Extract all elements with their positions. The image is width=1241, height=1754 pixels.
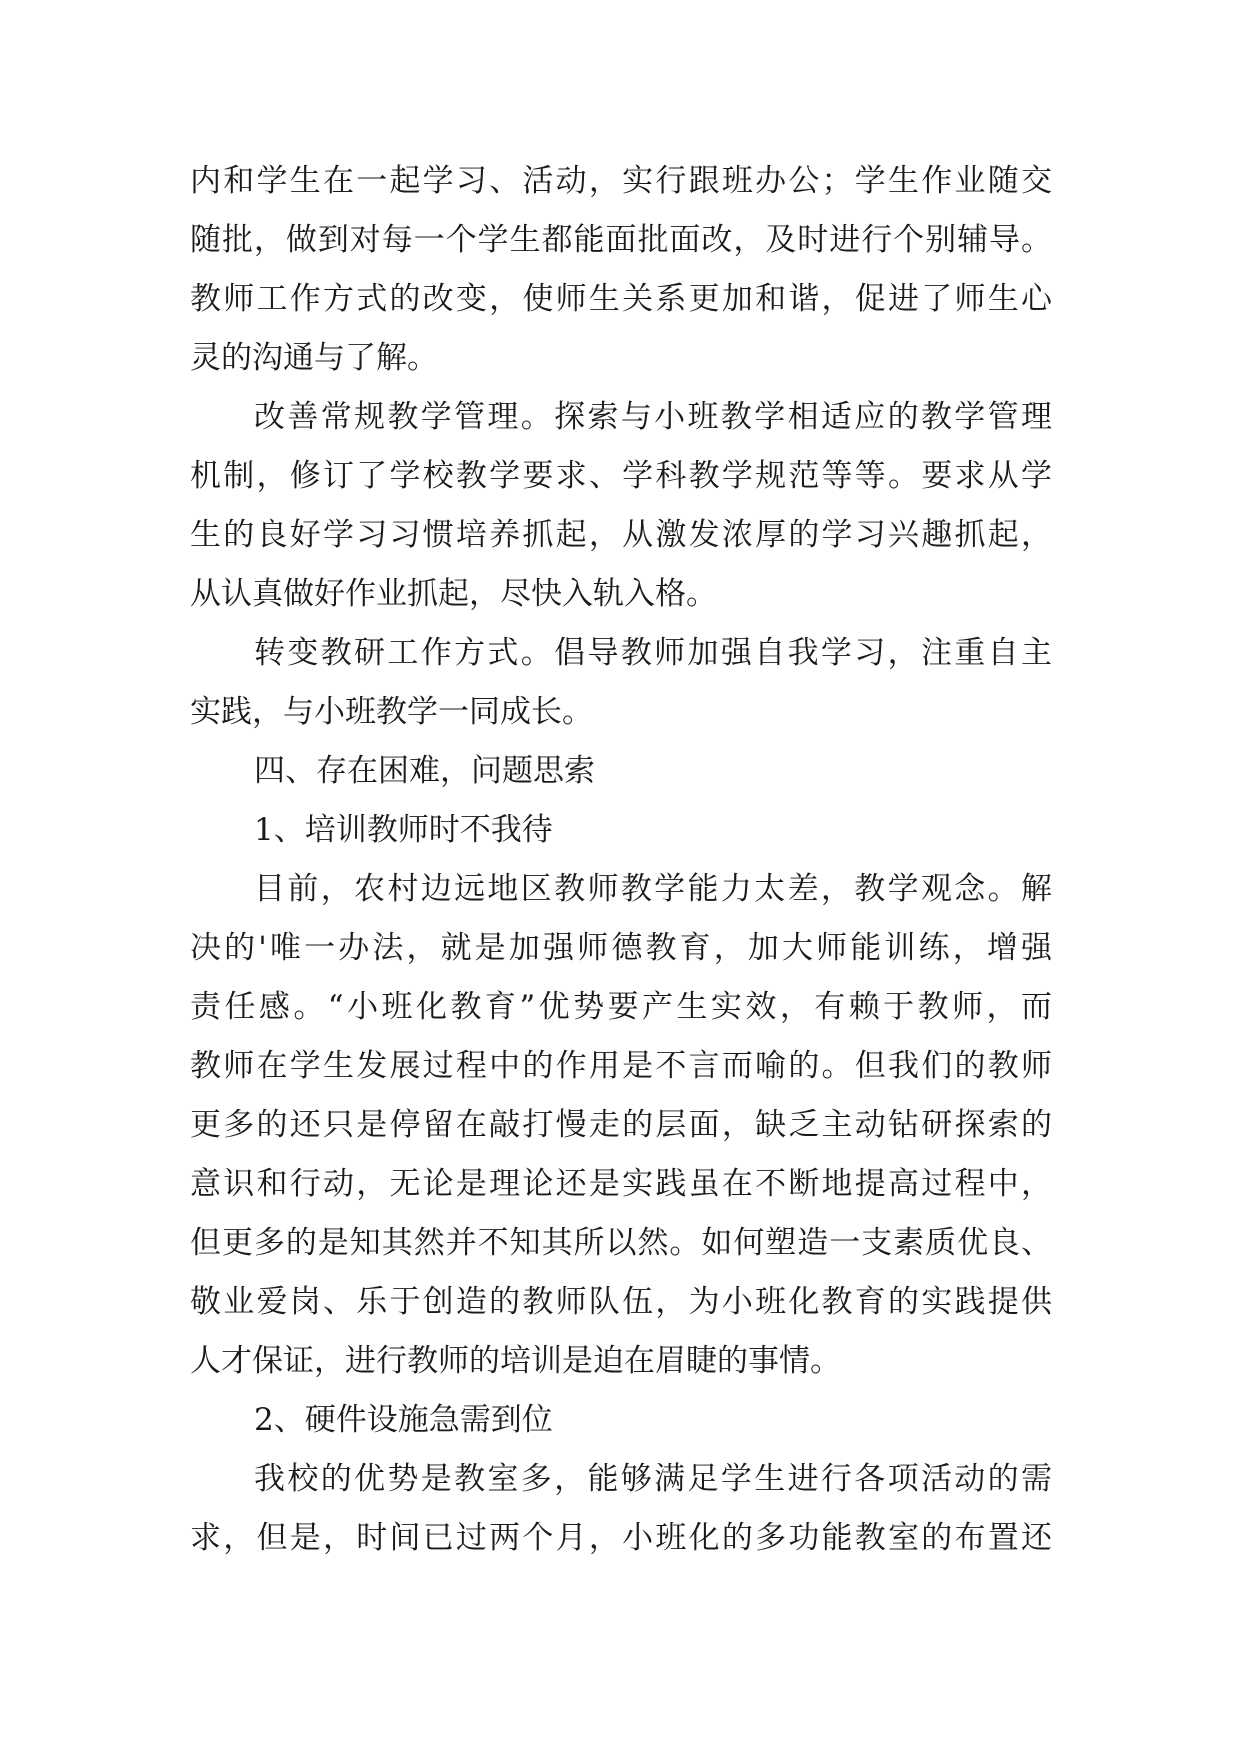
- paragraph-line: 目前，农村边远地区教师教学能力太差，教学观念。解: [254, 871, 1052, 907]
- paragraph-line: 教师工作方式的改变，使师生关系更加和谐，促进了师生心: [190, 281, 1052, 317]
- paragraph-line: 但更多的是知其然并不知其所以然。如何塑造一支素质优良、: [190, 1225, 1052, 1261]
- subsection-heading: 1、培训教师时不我待: [254, 812, 553, 848]
- paragraph-line: 求，但是，时间已过两个月，小班化的多功能教室的布置还: [190, 1520, 1052, 1556]
- paragraph-line: 敬业爱岗、乐于创造的教师队伍，为小班化教育的实践提供: [190, 1284, 1052, 1320]
- paragraph-line: 内和学生在一起学习、活动，实行跟班办公；学生作业随交: [190, 163, 1052, 199]
- subsection-heading: 2、硬件设施急需到位: [254, 1402, 553, 1438]
- paragraph-line: 人才保证，进行教师的培训是迫在眉睫的事情。: [190, 1343, 841, 1379]
- paragraph-line: 从认真做好作业抓起，尽快入轨入格。: [190, 576, 717, 612]
- paragraph-line: 我校的优势是教室多，能够满足学生进行各项活动的需: [254, 1461, 1052, 1497]
- paragraph-line: 生的良好学习习惯培养抓起，从激发浓厚的学习兴趣抓起，: [190, 517, 1052, 553]
- paragraph-line: 随批，做到对每一个学生都能面批面改，及时进行个别辅导。: [190, 222, 1052, 258]
- paragraph-line: 实践，与小班教学一同成长。: [190, 694, 593, 730]
- paragraph-line: 灵的沟通与了解。: [190, 340, 438, 376]
- paragraph-line: 决的'唯一办法，就是加强师德教育，加大师能训练，增强: [190, 930, 1052, 966]
- paragraph-line: 意识和行动，无论是理论还是实践虽在不断地提高过程中，: [190, 1166, 1052, 1202]
- paragraph-line: 更多的还只是停留在敲打慢走的层面，缺乏主动钻研探索的: [190, 1107, 1052, 1143]
- paragraph-line: 转变教研工作方式。倡导教师加强自我学习，注重自主: [254, 635, 1052, 671]
- paragraph-line: 机制，修订了学校教学要求、学科教学规范等等。要求从学: [190, 458, 1052, 494]
- paragraph-line: 改善常规教学管理。探索与小班教学相适应的教学管理: [254, 399, 1052, 435]
- paragraph-line: 责任感。“小班化教育”优势要产生实效，有赖于教师，而: [190, 989, 1052, 1025]
- document-body: [190, 152, 1052, 1568]
- paragraph-line: 教师在学生发展过程中的作用是不言而喻的。但我们的教师: [190, 1048, 1052, 1084]
- section-heading: 四、存在困难，问题思索: [254, 753, 595, 789]
